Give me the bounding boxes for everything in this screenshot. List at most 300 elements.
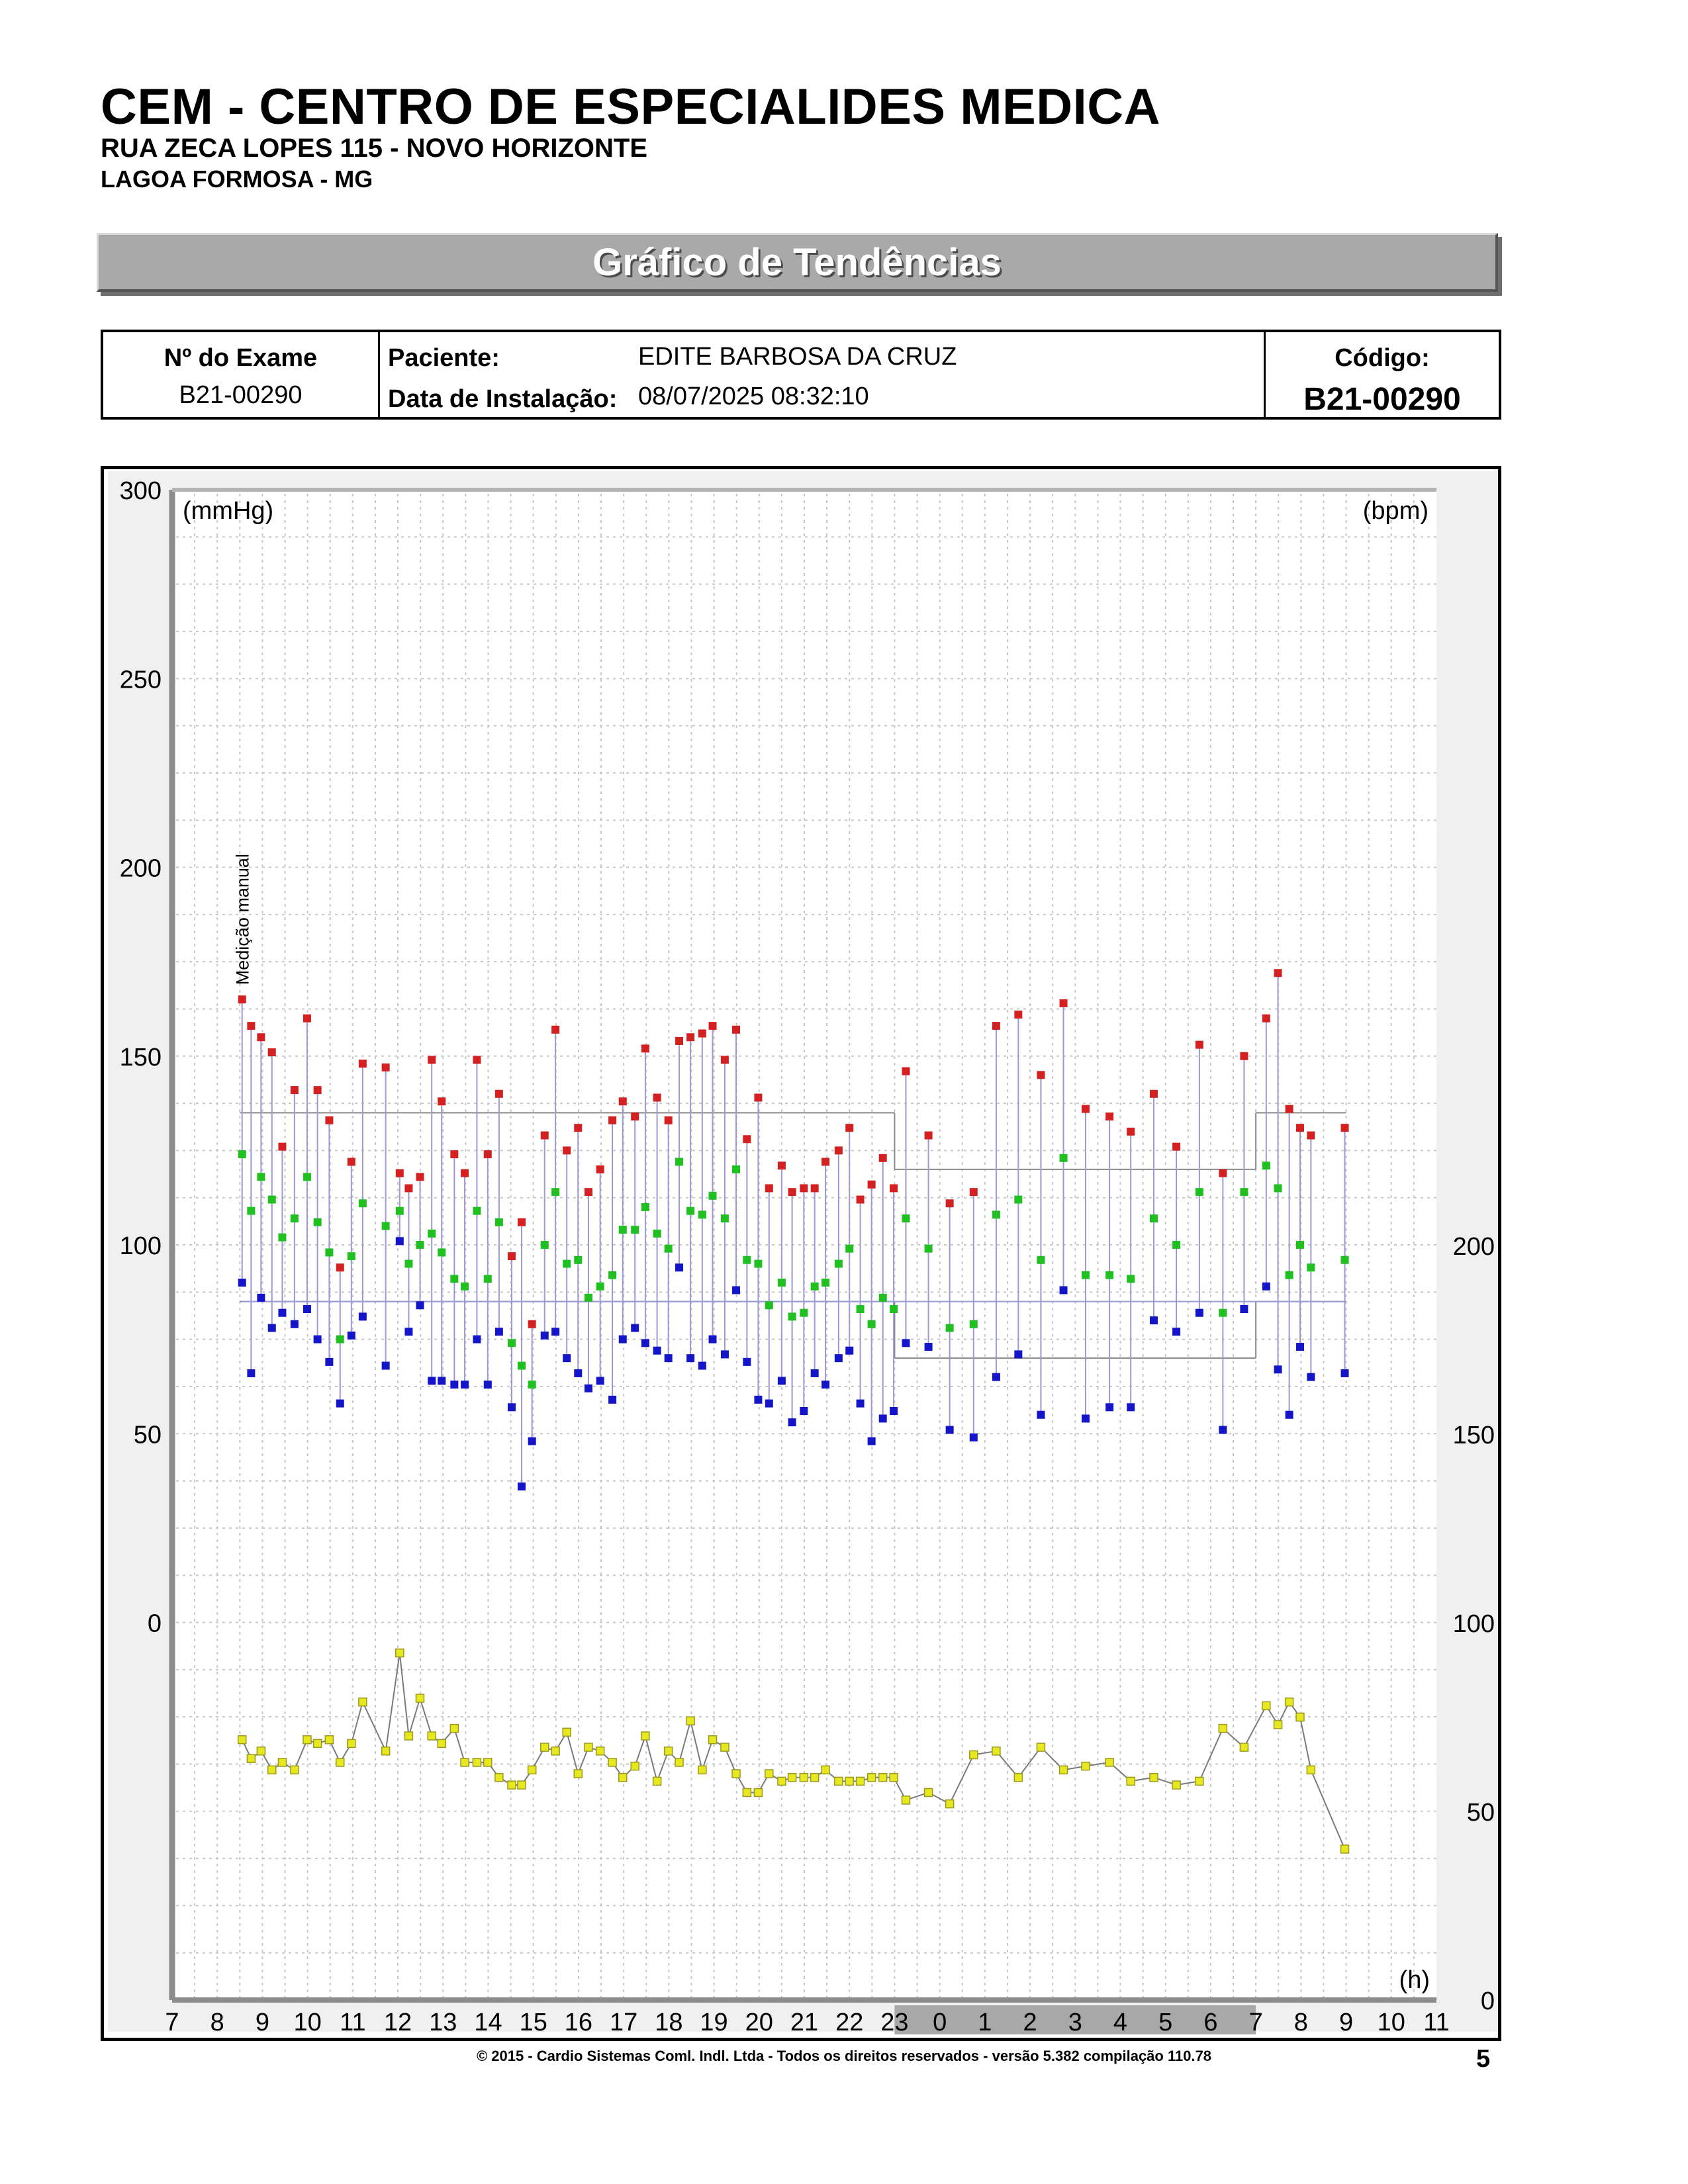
mean-pressure-point — [1286, 1271, 1293, 1279]
mean-pressure-point — [698, 1210, 706, 1218]
heart-rate-point — [845, 1777, 853, 1785]
systolic-point — [778, 1161, 786, 1169]
x-axis-tick-label: 19 — [700, 2009, 728, 2036]
systolic-point — [902, 1068, 910, 1075]
systolic-point — [1172, 1143, 1180, 1151]
systolic-point — [238, 995, 246, 1003]
heart-rate-point — [325, 1736, 333, 1744]
systolic-point — [396, 1169, 404, 1177]
mean-pressure-point — [574, 1256, 582, 1264]
heart-rate-point — [528, 1766, 536, 1774]
x-axis-tick-label: 9 — [255, 2009, 269, 2036]
systolic-point — [721, 1056, 729, 1064]
diastolic-point — [428, 1377, 436, 1385]
diastolic-point — [868, 1437, 876, 1445]
heart-rate-point — [821, 1766, 829, 1774]
mean-pressure-point — [303, 1173, 311, 1181]
systolic-point — [428, 1056, 436, 1064]
right-axis-tick-label: 50 — [1466, 1799, 1495, 1827]
systolic-point — [574, 1124, 582, 1132]
heart-rate-point — [1296, 1713, 1304, 1721]
diastolic-point — [946, 1426, 954, 1434]
x-axis-tick-label: 13 — [429, 2009, 457, 2036]
heart-rate-point — [857, 1777, 865, 1785]
right-axis-tick-label: 150 — [1452, 1422, 1495, 1449]
heart-rate-point — [902, 1796, 910, 1804]
diastolic-point — [528, 1437, 536, 1445]
heart-rate-point — [890, 1774, 898, 1782]
heart-rate-point — [238, 1736, 246, 1744]
mean-pressure-point — [428, 1230, 436, 1238]
mean-pressure-point — [336, 1336, 344, 1343]
systolic-point — [665, 1116, 673, 1124]
x-axis-tick-label: 7 — [165, 2009, 179, 2036]
systolic-point — [857, 1196, 865, 1204]
mean-pressure-point — [946, 1324, 954, 1332]
x-axis-tick-label: 10 — [1377, 2009, 1405, 2036]
x-axis-tick-label: 5 — [1158, 2009, 1173, 2036]
systolic-point — [732, 1026, 740, 1034]
mean-pressure-point — [508, 1339, 516, 1347]
diastolic-point — [438, 1377, 445, 1385]
clinic-city: LAGOA FORMOSA - MG — [101, 165, 373, 193]
x-axis-tick-label: 4 — [1113, 2009, 1128, 2036]
x-axis-tick-label: 0 — [933, 2009, 947, 2036]
mean-pressure-point — [970, 1320, 978, 1328]
mean-pressure-point — [675, 1158, 683, 1165]
heart-rate-point — [416, 1694, 424, 1702]
mean-pressure-point — [461, 1283, 469, 1291]
systolic-point — [1196, 1041, 1203, 1049]
diastolic-point — [1150, 1316, 1158, 1324]
systolic-point — [518, 1218, 526, 1226]
heart-rate-point — [1274, 1721, 1282, 1729]
systolic-point — [992, 1022, 1000, 1030]
diastolic-point — [563, 1354, 571, 1362]
mean-pressure-point — [754, 1260, 762, 1268]
systolic-point — [754, 1094, 762, 1102]
mean-pressure-point — [1082, 1271, 1090, 1279]
heart-rate-point — [641, 1732, 649, 1740]
heart-rate-point — [721, 1743, 729, 1751]
diastolic-point — [268, 1324, 276, 1332]
systolic-point — [404, 1184, 412, 1192]
diastolic-point — [396, 1237, 404, 1245]
systolic-point — [348, 1158, 355, 1165]
heart-rate-point — [800, 1774, 808, 1782]
heart-rate-point — [1240, 1743, 1248, 1751]
systolic-point — [811, 1184, 819, 1192]
mean-pressure-point — [1274, 1184, 1282, 1192]
x-axis-tick-label: 14 — [474, 2009, 502, 2036]
diastolic-point — [800, 1407, 808, 1415]
heart-rate-point — [811, 1774, 819, 1782]
report-title: Gráfico de Tendências — [592, 240, 1002, 284]
heart-rate-point — [732, 1770, 740, 1778]
heart-rate-point — [291, 1766, 299, 1774]
systolic-point — [821, 1158, 829, 1165]
diastolic-point — [382, 1362, 390, 1370]
mean-pressure-point — [247, 1207, 255, 1215]
diastolic-point — [765, 1400, 773, 1408]
x-axis-tick-label: 23 — [880, 2009, 909, 2036]
heart-rate-point — [396, 1649, 404, 1657]
diastolic-point — [596, 1377, 604, 1385]
systolic-point — [551, 1026, 559, 1034]
heart-rate-point — [1082, 1762, 1090, 1770]
systolic-point — [1341, 1124, 1349, 1132]
x-axis-tick-label: 16 — [564, 2009, 593, 2036]
systolic-point — [1037, 1071, 1045, 1079]
diastolic-point — [1196, 1309, 1203, 1317]
diastolic-point — [1274, 1365, 1282, 1373]
mean-pressure-point — [992, 1210, 1000, 1218]
diastolic-point — [1105, 1403, 1113, 1411]
x-axis-tick-label: 9 — [1339, 2009, 1354, 2036]
mean-pressure-point — [291, 1214, 299, 1222]
heart-rate-point — [518, 1781, 526, 1789]
exam-number-value: B21-00290 — [179, 381, 303, 409]
heart-rate-point — [596, 1747, 604, 1755]
x-axis-tick-label: 11 — [340, 2009, 366, 2036]
diastolic-point — [1240, 1305, 1248, 1313]
diastolic-point — [404, 1328, 412, 1336]
mean-pressure-point — [1105, 1271, 1113, 1279]
mean-pressure-point — [879, 1294, 887, 1302]
systolic-point — [303, 1015, 311, 1023]
mean-pressure-point — [619, 1226, 627, 1234]
heart-rate-point — [574, 1770, 582, 1778]
systolic-point — [450, 1150, 458, 1158]
x-axis-tick-label: 22 — [835, 2009, 864, 2036]
systolic-point — [1286, 1105, 1293, 1113]
diastolic-point — [1341, 1369, 1349, 1377]
heart-rate-point — [1037, 1743, 1045, 1751]
left-axis-tick-label: 150 — [119, 1043, 162, 1071]
diastolic-point — [257, 1294, 265, 1302]
systolic-point — [845, 1124, 853, 1132]
heart-rate-point — [359, 1698, 367, 1706]
mean-pressure-point — [686, 1207, 694, 1215]
systolic-point — [1219, 1169, 1227, 1177]
mean-pressure-point — [845, 1245, 853, 1253]
heart-rate-point — [563, 1728, 571, 1736]
clinic-address: RUA ZECA LOPES 115 - NOVO HORIZONTE — [101, 134, 648, 163]
systolic-point — [336, 1263, 344, 1271]
mean-pressure-point — [359, 1199, 367, 1207]
x-axis-tick-label: 10 — [293, 2009, 322, 2036]
heart-rate-point — [1014, 1774, 1022, 1782]
systolic-point — [675, 1037, 683, 1045]
mean-pressure-point — [721, 1214, 729, 1222]
heart-rate-point — [314, 1739, 322, 1747]
x-axis-tick-label: 17 — [610, 2009, 638, 2036]
heart-rate-point — [868, 1774, 876, 1782]
heart-rate-point — [619, 1774, 627, 1782]
heart-rate-point — [278, 1758, 286, 1766]
heart-rate-point — [1172, 1781, 1180, 1789]
mean-pressure-point — [1240, 1188, 1248, 1196]
patient-label: Paciente: — [388, 344, 500, 372]
mean-pressure-point — [811, 1283, 819, 1291]
right-axis-tick-label: 100 — [1452, 1610, 1495, 1638]
diastolic-point — [732, 1286, 740, 1294]
manual-measurement-annotation: Medição manual — [232, 854, 253, 985]
mean-pressure-point — [709, 1192, 717, 1200]
heart-rate-point — [257, 1747, 265, 1755]
mean-pressure-point — [641, 1203, 649, 1211]
systolic-point — [1127, 1128, 1135, 1136]
systolic-point — [653, 1094, 661, 1102]
heart-rate-point — [1060, 1766, 1068, 1774]
diastolic-point — [743, 1358, 751, 1366]
mean-pressure-point — [325, 1248, 333, 1256]
systolic-point — [359, 1060, 367, 1068]
exam-number-label: Nº do Exame — [164, 344, 318, 372]
systolic-point — [890, 1184, 898, 1192]
systolic-point — [484, 1150, 492, 1158]
systolic-point — [438, 1097, 445, 1105]
diastolic-point — [416, 1301, 424, 1309]
heart-rate-point — [970, 1751, 978, 1759]
heart-rate-point — [946, 1800, 954, 1808]
mean-pressure-point — [404, 1260, 412, 1268]
diastolic-point — [1037, 1411, 1045, 1419]
systolic-point — [709, 1022, 717, 1030]
heart-rate-point — [1286, 1698, 1293, 1706]
diastolic-point — [450, 1381, 458, 1388]
diastolic-point — [359, 1312, 367, 1320]
diastolic-point — [1286, 1411, 1293, 1419]
heart-rate-point — [247, 1754, 255, 1762]
systolic-point — [416, 1173, 424, 1181]
mean-pressure-point — [518, 1362, 526, 1370]
heart-rate-point — [585, 1743, 592, 1751]
diastolic-point — [473, 1336, 481, 1343]
diastolic-point — [238, 1279, 246, 1287]
mean-pressure-point — [348, 1252, 355, 1260]
x-axis-tick-label: 11 — [1423, 2009, 1450, 2036]
diastolic-point — [541, 1332, 549, 1340]
systolic-point — [1307, 1132, 1315, 1140]
mean-pressure-point — [925, 1245, 933, 1253]
heart-rate-point — [438, 1739, 445, 1747]
x-axis-tick-label: 15 — [519, 2009, 547, 2036]
diastolic-point — [778, 1377, 786, 1385]
mean-pressure-point — [314, 1218, 322, 1226]
mean-pressure-point — [438, 1248, 445, 1256]
mean-pressure-point — [1219, 1309, 1227, 1317]
diastolic-point — [278, 1309, 286, 1317]
mean-pressure-point — [563, 1260, 571, 1268]
mean-pressure-point — [631, 1226, 639, 1234]
heart-rate-point — [1341, 1845, 1349, 1853]
heart-rate-point — [778, 1777, 786, 1785]
heart-rate-point — [631, 1762, 639, 1770]
code-value: B21-00290 — [1303, 382, 1461, 417]
systolic-point — [946, 1199, 954, 1207]
diastolic-point — [665, 1354, 673, 1362]
diastolic-point — [585, 1385, 592, 1392]
diastolic-point — [641, 1339, 649, 1347]
diastolic-point — [675, 1263, 683, 1271]
diastolic-point — [879, 1414, 887, 1422]
patient-name: EDITE BARBOSA DA CRUZ — [638, 343, 957, 371]
install-date-value: 08/07/2025 08:32:10 — [638, 383, 869, 410]
diastolic-point — [698, 1362, 706, 1370]
x-axis-tick-label: 7 — [1248, 2009, 1263, 2036]
right-axis-unit: (bpm) — [1362, 497, 1429, 525]
diastolic-point — [461, 1381, 469, 1388]
heart-rate-point — [1105, 1758, 1113, 1766]
heart-rate-point — [835, 1777, 843, 1785]
diastolic-point — [495, 1328, 503, 1336]
systolic-point — [800, 1184, 808, 1192]
systolic-point — [473, 1056, 481, 1064]
mean-pressure-point — [541, 1241, 549, 1249]
mean-pressure-point — [857, 1305, 865, 1313]
x-axis-tick-label: 2 — [1023, 2009, 1037, 2036]
heart-rate-point — [1150, 1774, 1158, 1782]
mean-pressure-point — [278, 1234, 286, 1242]
systolic-point — [765, 1184, 773, 1192]
systolic-point — [314, 1086, 322, 1094]
diastolic-point — [608, 1396, 616, 1404]
systolic-point — [1240, 1052, 1248, 1060]
diastolic-point — [1172, 1328, 1180, 1336]
heart-rate-point — [754, 1789, 762, 1797]
systolic-point — [247, 1022, 255, 1030]
systolic-point — [1296, 1124, 1304, 1132]
page-number: 5 — [1476, 2045, 1491, 2073]
heart-rate-point — [1196, 1777, 1203, 1785]
clinic-name: CEM - CENTRO DE ESPECIALIDES MEDICA — [101, 79, 1160, 135]
heart-rate-point — [665, 1747, 673, 1755]
systolic-point — [698, 1030, 706, 1038]
diastolic-point — [348, 1332, 355, 1340]
systolic-point — [257, 1033, 265, 1041]
mean-pressure-point — [890, 1305, 898, 1313]
systolic-point — [788, 1188, 796, 1196]
mean-pressure-point — [835, 1260, 843, 1268]
mean-pressure-point — [1262, 1161, 1270, 1169]
systolic-point — [585, 1188, 592, 1196]
mean-pressure-point — [1341, 1256, 1349, 1264]
systolic-point — [382, 1064, 390, 1071]
systolic-point — [970, 1188, 978, 1196]
diastolic-point — [1082, 1414, 1090, 1422]
systolic-point — [641, 1044, 649, 1052]
diastolic-point — [709, 1336, 717, 1343]
x-axis-tick-label: 8 — [210, 2009, 224, 2036]
x-axis-tick-label: 6 — [1203, 2009, 1218, 2036]
systolic-point — [1014, 1011, 1022, 1019]
diastolic-point — [721, 1350, 729, 1358]
heart-rate-point — [461, 1758, 469, 1766]
diastolic-point — [314, 1336, 322, 1343]
diastolic-point — [291, 1320, 299, 1328]
diastolic-point — [686, 1354, 694, 1362]
right-axis-tick-label: 0 — [1480, 1987, 1495, 2015]
heart-rate-point — [382, 1747, 390, 1755]
mean-pressure-point — [788, 1312, 796, 1320]
diastolic-point — [811, 1369, 819, 1377]
systolic-point — [1150, 1090, 1158, 1098]
mean-pressure-point — [382, 1222, 390, 1230]
mean-pressure-point — [585, 1294, 592, 1302]
mean-pressure-point — [484, 1275, 492, 1283]
mean-pressure-point — [473, 1207, 481, 1215]
mean-pressure-point — [396, 1207, 404, 1215]
mean-pressure-point — [268, 1196, 276, 1204]
mean-pressure-point — [416, 1241, 424, 1249]
heart-rate-point — [992, 1747, 1000, 1755]
mean-pressure-point — [495, 1218, 503, 1226]
diastolic-point — [551, 1328, 559, 1336]
left-axis-tick-label: 100 — [119, 1232, 162, 1260]
mean-pressure-point — [1307, 1263, 1315, 1271]
diastolic-point — [857, 1400, 865, 1408]
x-axis-tick-label: 12 — [383, 2009, 412, 2036]
systolic-point — [925, 1132, 933, 1140]
heart-rate-point — [484, 1758, 492, 1766]
code-label: Código: — [1335, 344, 1430, 372]
diastolic-point — [336, 1400, 344, 1408]
heart-rate-point — [765, 1770, 773, 1778]
heart-rate-point — [495, 1774, 503, 1782]
diastolic-point — [754, 1396, 762, 1404]
systolic-point — [325, 1116, 333, 1124]
diastolic-point — [970, 1433, 978, 1441]
mean-pressure-point — [1014, 1196, 1022, 1204]
heart-rate-point — [675, 1758, 683, 1766]
heart-rate-point — [925, 1789, 933, 1797]
diastolic-point — [1127, 1403, 1135, 1411]
diastolic-point — [1219, 1426, 1227, 1434]
heart-rate-point — [450, 1725, 458, 1733]
systolic-point — [508, 1252, 516, 1260]
heart-rate-point — [1219, 1725, 1227, 1733]
mean-pressure-point — [551, 1188, 559, 1196]
heart-rate-point — [473, 1758, 481, 1766]
diastolic-point — [508, 1403, 516, 1411]
heart-rate-point — [788, 1774, 796, 1782]
x-axis-unit: (h) — [1399, 1966, 1430, 1994]
systolic-point — [461, 1169, 469, 1177]
mean-pressure-point — [238, 1150, 246, 1158]
heart-rate-point — [1307, 1766, 1315, 1774]
systolic-point — [1105, 1113, 1113, 1120]
heart-rate-point — [653, 1777, 661, 1785]
diastolic-point — [247, 1369, 255, 1377]
heart-rate-point — [428, 1732, 436, 1740]
mean-pressure-point — [528, 1381, 536, 1388]
diastolic-point — [631, 1324, 639, 1332]
systolic-point — [278, 1143, 286, 1151]
left-axis-tick-label: 0 — [147, 1610, 162, 1638]
mean-pressure-point — [257, 1173, 265, 1181]
systolic-point — [528, 1320, 536, 1328]
mean-pressure-point — [596, 1283, 604, 1291]
mean-pressure-point — [902, 1214, 910, 1222]
mean-pressure-point — [1172, 1241, 1180, 1249]
right-axis-tick-label: 200 — [1452, 1233, 1495, 1261]
systolic-point — [268, 1048, 276, 1056]
heart-rate-point — [336, 1758, 344, 1766]
mean-pressure-point — [1037, 1256, 1045, 1264]
mean-pressure-point — [821, 1279, 829, 1287]
footer-copyright: © 2015 - Cardio Sistemas Coml. Indl. Ltda - Todos os direitos reservados - versão 5.382 compilação 110.78 — [476, 2048, 1212, 2064]
